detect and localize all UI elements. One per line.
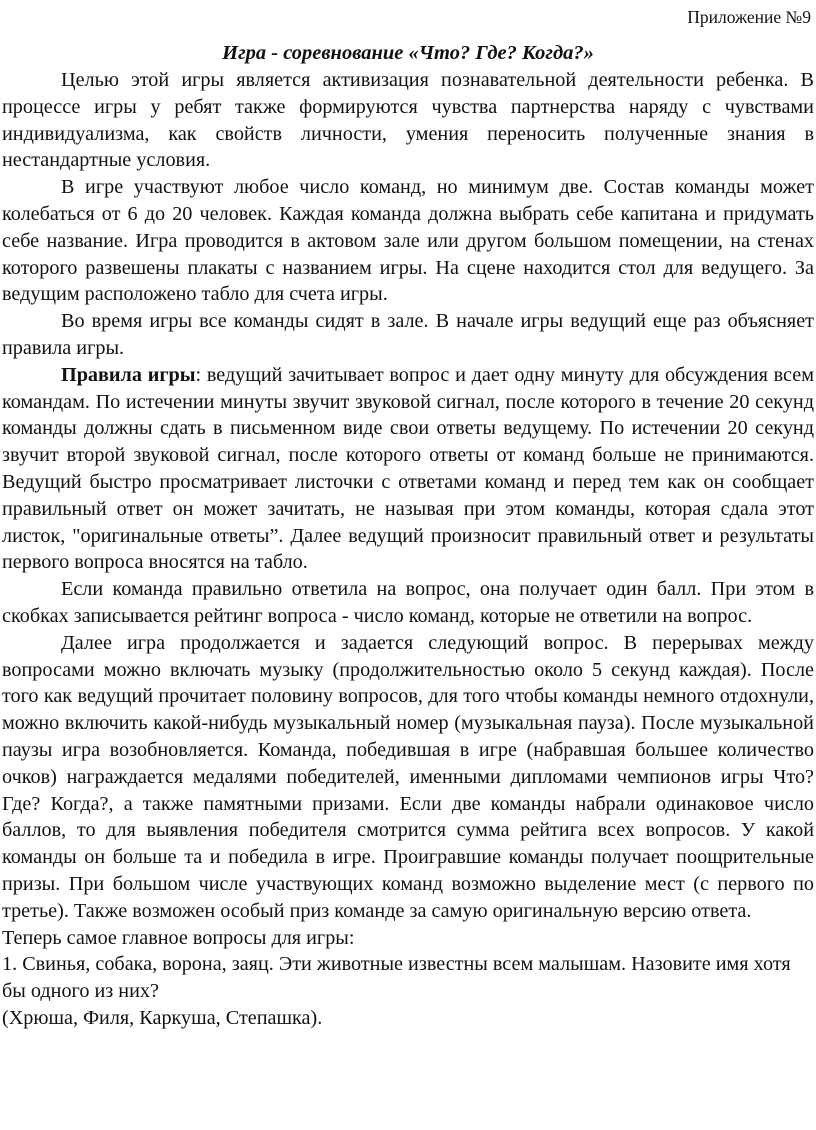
appendix-number: Приложение №9 (687, 7, 811, 27)
paragraph-teams: В игре участвуют любое число команд, но минимум две. Состав команды может колебаться от 6 до 20 человек. Каждая команда должна выбрать себе капитана и придумать себе название. Игра проводится в актовом зале или другом большом помещении, на стенах которого развешены плакаты с названием игры. На сцене находится стол для ведущего. За ведущим расположено табло для счета игры. (2, 176, 814, 306)
question-item: 1. Свинья, собака, ворона, заяц. Эти животные известны всем малышам. Назовите имя хотя бы одного из них? (2, 953, 791, 1003)
paragraph-rules (2, 362, 814, 576)
rules-label: Правила игры (61, 363, 196, 386)
paragraph-purpose: Целью этой игры является активизация познавательной деятельности ребенка. В процессе игры у ребят также формируются чувства партнерства наряду с чувствами индивидуализма, как свойств личности, умения переносить полученные знания в нестандартные условия. (2, 69, 814, 172)
questions-intro: Теперь самое главное вопросы для игры: (2, 926, 355, 949)
paragraph-scoring: Если команда правильно ответила на вопрос, она получает один балл. При этом в скобках записывается рейтинг вопроса - число команд, которые не ответили на вопрос. (2, 578, 814, 627)
rules-text: : ведущий зачитывает вопрос и дает одну минуту для обсуждения всем командам. По истечении минуты звучит звуковой сигнал, после которого в течение 20 секунд команды должны сдать в письменном виде свои ответы ведущему. По истечении 20 секунд звучит второй звуковой сигнал, после которого ответы от команд больше не принимаются. Ведущий быстро просматривает листочки с ответами команд и перед тем как он сообщает правильный ответ он может зачитать, не называя при этом команды, которая сдала этот листок, "оригинальные ответы”. Далее ведущий произносит правильный ответ и результаты первого вопроса вносятся на табло. (2, 363, 815, 574)
document-title: Игра - соревнование «Что? Где? Когда?» (222, 42, 594, 64)
paragraph-seating: Во время игры все команды сидят в зале. В начале игры ведущий еще раз объясняет правила игры. (2, 310, 814, 359)
paragraph-continuation: Далее игра продолжается и задается следующий вопрос. В перерывах между вопросами можно включать музыку (продолжительностью около 5 секунд каждая). После того как ведущий прочитает половину вопросов, для того чтобы команды немного отдохнули, можно включить какой-нибудь музыкальный номер (музыкальная пауза). После музыкальной паузы игра возобновляется. Команда, победившая в игре (набравшая большее количество очков) награждается медалями победителей, именными дипломами чемпионов игры Что? Где? Когда?, а также памятными призами. Если две команды набрали одинаковое число баллов, то для выявления победителя смотрится сумма рейтига всех вопросов. У какой команды он больше та и победила в игре. Проигравшие команды получает поощрительные призы. При большом числе участвующих команд возможно выделение мест (с первого по третье). Также возможен особый приз команде за самую оригинальную версию ответа. (2, 631, 814, 922)
question-answer: (Хрюша, Филя, Каркуша, Степашка). (2, 1006, 323, 1029)
